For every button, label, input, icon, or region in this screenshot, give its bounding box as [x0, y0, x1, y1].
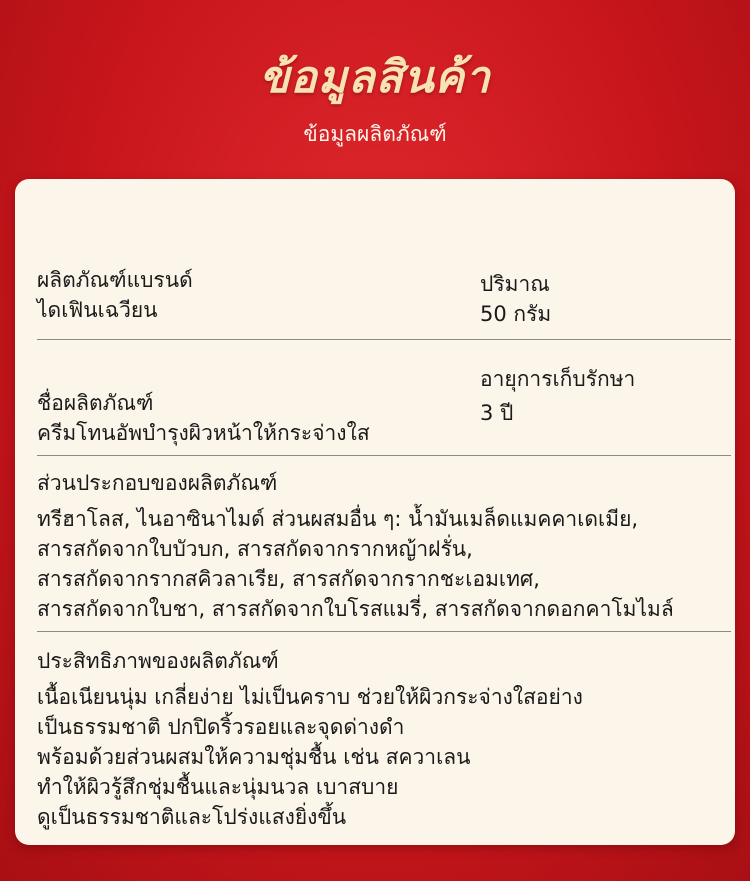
benefits-line: เนื้อเนียนนุ่ม เกลี่ยง่าย ไม่เป็นคราบ ช่วยให้ผิวกระจ่างใสอย่าง — [37, 685, 583, 709]
benefits-section — [37, 646, 583, 832]
benefits-line: ดูเป็นธรรมชาติและโปร่งแสงยิ่งขึ้น — [37, 805, 347, 829]
shelf-life-label: อายุการเก็บรักษา — [480, 367, 636, 391]
quantity-block — [480, 269, 551, 329]
page-title: ข้อมูลสินค้า — [259, 52, 491, 103]
ingredients-line: ทรีฮาโลส, ไนอาซินาไมด์ ส่วนผสมอื่น ๆ: น้ำมันเมล็ดแมคคาเดเมีย, — [37, 507, 639, 531]
benefits-line: เป็นธรรมชาติ ปกปิดริ้วรอยและจุดด่างดำ — [37, 715, 405, 739]
ingredients-line: สารสกัดจากใบบัวบก, สารสกัดจากรากหญ้าฝรั่น, — [37, 537, 473, 561]
header — [0, 0, 750, 178]
ingredients-line: สารสกัดจากใบชา, สารสกัดจากใบโรสแมรี่, สารสกัดจากดอกคาโมไมล์ — [37, 597, 674, 621]
product-info-card — [15, 179, 735, 845]
product-name-block — [37, 388, 370, 448]
page-subtitle: ข้อมูลผลิตภัณฑ์ — [303, 122, 447, 146]
benefits-line: ทำให้ผิวรู้สึกชุ่มชื้นและนุ่มนวล เบาสบาย — [37, 775, 399, 799]
ingredients-line: สารสกัดจากรากสคิวลาเรีย, สารสกัดจากรากชะเอมเทศ, — [37, 567, 540, 591]
ingredients-section — [37, 468, 674, 624]
product-name-label: ชื่อผลิตภัณฑ์ — [37, 391, 154, 415]
shelf-life-block — [480, 364, 635, 428]
divider — [37, 339, 731, 340]
divider — [37, 631, 731, 632]
brand-value: ไดเฟินเฉวียน — [37, 298, 158, 322]
brand-block — [37, 265, 193, 325]
ingredients-heading: ส่วนประกอบของผลิตภัณฑ์ — [37, 471, 278, 495]
benefits-heading: ประสิทธิภาพของผลิตภัณฑ์ — [37, 649, 279, 673]
quantity-value: 50 กรัม — [480, 302, 552, 326]
quantity-label: ปริมาณ — [480, 272, 550, 296]
product-name-value: ครีมโทนอัพบำรุงผิวหน้าให้กระจ่างใส — [37, 421, 370, 445]
shelf-life-value: 3 ปี — [480, 401, 514, 425]
divider — [37, 455, 731, 456]
benefits-line: พร้อมด้วยส่วนผสมให้ความชุ่มชื้น เช่น สควาเลน — [37, 745, 471, 769]
brand-label: ผลิตภัณฑ์แบรนด์ — [37, 268, 193, 292]
